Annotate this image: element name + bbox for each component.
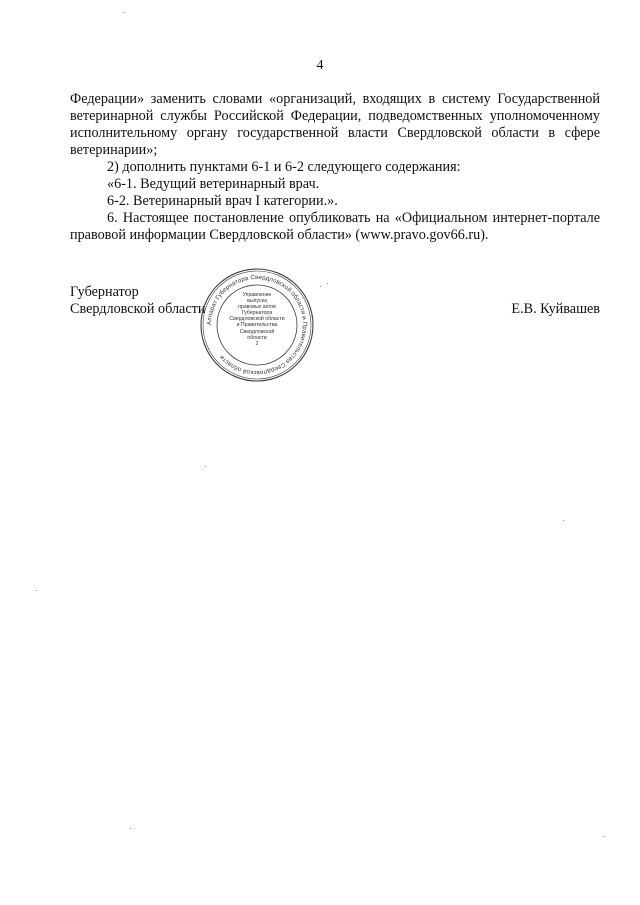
signatory-name: Е.В. Куйвашев: [511, 301, 600, 317]
seal-line: Губернатора: [241, 310, 273, 317]
seal-line: Свердловской области: [229, 316, 285, 323]
document-body: [70, 91, 600, 244]
paragraph-publication: 6. Настоящее постановление опубликовать на «Официальном интернет-портале правовой информации Свердловской области» (www.pravo.gov66.ru).: [70, 210, 600, 243]
seal-line: области: [247, 334, 267, 341]
signatory-title-line2: Свердловской области: [70, 301, 206, 317]
page-number: 4: [316, 58, 324, 73]
signatory-title-line1: Губернатор: [70, 284, 139, 300]
seal-inner-text: [221, 292, 293, 347]
scan-speck: [320, 286, 321, 287]
seal-line: правовых актов: [238, 304, 276, 311]
scan-speck: [563, 520, 564, 521]
seal-line: выпуска: [247, 298, 267, 305]
seal-line: и Правительства: [236, 322, 278, 329]
official-seal-stamp: [199, 267, 315, 383]
scan-speck: [604, 836, 605, 837]
paragraph-item-2: 2) дополнить пунктами 6-1 и 6-2 следующего содержания:: [107, 159, 461, 175]
scan-speck: [327, 283, 328, 284]
seal-line: 2: [255, 340, 259, 347]
scan-speck: [130, 828, 131, 829]
seal-line: Свердловской: [239, 328, 275, 335]
paragraph-item-6-1: «6-1. Ведущий ветеринарный врач.: [107, 176, 320, 192]
paragraph-replacement: Федерации» заменить словами «организаций, входящих в систему Государственной ветеринарной службы Российской Федерации, подведомственных уполномоченному исполнительному органу государственной власти Свердловской области в сфере ветеринарии»;: [70, 91, 600, 158]
seal-line: Управление: [242, 292, 272, 298]
scan-speck: [205, 466, 206, 467]
scan-speck: [36, 590, 37, 591]
scan-speck: [124, 12, 125, 13]
signature-block: [70, 284, 600, 318]
seal-ring-text: Аппарат Губернатора Свердловской области и Правительства Свердловской области: [205, 273, 309, 377]
paragraph-item-6-2: 6-2. Ветеринарный врач I категории.».: [107, 193, 338, 209]
